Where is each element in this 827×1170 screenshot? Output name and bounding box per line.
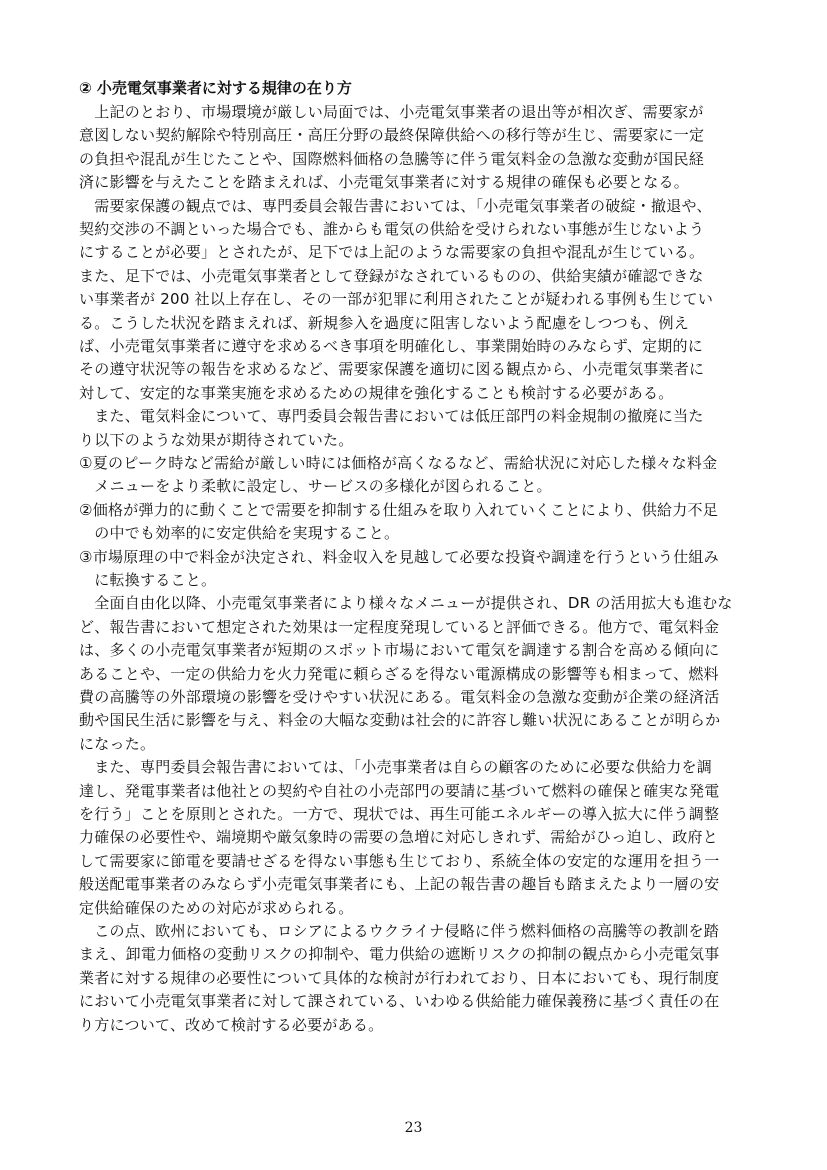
- text-line: を行う」ことを原則とされた。一方で、現状では、再生可能エネルギーの導入拡大に伴う調整: [79, 805, 720, 823]
- text-line: 達し、発電事業者は他社との契約や自社の小売部門の要請に基づいて燃料の確保と確実な発電: [79, 781, 720, 800]
- text-line: 意図しない契約解除や特別高圧・高圧分野の最終保障供給への移行等が生じ、需要家に一定: [79, 126, 705, 145]
- text-line: 需要家保護の観点では、専門委員会報告書においては、「小売電気事業者の破綻・撤退や、: [79, 196, 712, 215]
- text-line: ③市場原理の中で料金が決定され、料金収入を見越して必要な投資や調達を行うという仕組み: [79, 547, 719, 566]
- text-line: に転換すること。: [79, 571, 217, 589]
- text-line: る。こうした状況を踏まえれば、新規参入を過度に阻害しないよう配慮をしつつも、例え: [79, 313, 690, 332]
- text-line: 定供給確保のための対応が求められる。: [79, 898, 354, 917]
- text-line: り以下のような効果が期待されていた。: [79, 430, 354, 449]
- text-line: この点、欧州においても、ロシアによるウクライナ侵略に伴う燃料価格の高騰等の教訓を踏: [79, 922, 720, 940]
- text-line: 動や国民生活に影響を与え、料金の大幅な変動は社会的に許容し難い状況にあることが明らか: [79, 711, 721, 730]
- text-line: また、足下では、小売電気事業者として登録がなされているものの、供給実績が確認できな: [79, 266, 704, 285]
- text-line: 全面自由化以降、小売電気事業者により様々なメニューが提供され、DR の活用拡大も進むな: [79, 594, 733, 613]
- text-line: り方について、改めて検討する必要がある。: [79, 1015, 384, 1034]
- text-line: ど、報告書において想定された効果は一定程度発現していると評価できる。他方で、電気料金: [79, 617, 720, 636]
- text-line: 業者に対する規律の必要性について具体的な検討が行われており、日本においても、現行制度: [79, 968, 720, 987]
- text-line: その遵守状況等の報告を求めるなど、需要家保護を適切に図る観点から、小売電気事業者に: [79, 360, 705, 379]
- text-line: ②価格が弾力的に動くことで需要を抑制する仕組みを取り入れていくことにより、供給力不足: [79, 500, 718, 519]
- text-line: の負担や混乱が生じたことや、国際燃料価格の急騰等に伴う電気料金の急激な変動が国民経: [79, 149, 704, 168]
- text-line: まえ、卸電力価格の変動リスクの抑制や、電力供給の遮断リスクの抑制の観点から小売電気事: [79, 945, 720, 964]
- text-line: において小売電気事業者に対して課されている、いわゆる供給能力確保義務に基づく責任の在: [79, 992, 720, 1011]
- text-line: ば、小売電気事業者に遵守を求めるべき事項を明確化し、事業開始時のみならず、定期的に: [79, 337, 704, 355]
- text-line: 般送配電事業者のみならず小売電気事業者にも、上記の報告書の趣旨も踏まえたより一層の安: [79, 875, 720, 894]
- section-heading: ② 小売電気事業者に対する規律の在り方: [79, 79, 352, 97]
- text-line: メニューをより柔軟に設定し、サービスの多様化が図られること。: [79, 477, 552, 496]
- text-line: 費の高騰等の外部環境の影響を受けやすい状況にある。電気料金の急激な変動が企業の経済活: [79, 688, 720, 706]
- text-line: ①夏のピーク時など需給が厳しい時には価格が高くなるなど、需給状況に対応した様々な料金: [79, 454, 718, 472]
- text-line: 済に影響を与えたことを踏まえれば、小売電気事業者に対する規律の確保も必要となる。: [79, 173, 690, 192]
- text-line: あることや、一定の供給力を火力発電に頼らざるを得ない電源構成の影響等も相まって、燃料: [79, 664, 719, 683]
- text-line: 契約交渉の不調といった場合でも、誰からも電気の供給を受けられない事態が生じないよう: [79, 220, 705, 238]
- text-line: の中でも効率的に安定供給を実現すること。: [79, 524, 400, 543]
- text-line: 対して、安定的な事業実施を求めるための規律を強化することも検討する必要がある。: [79, 383, 674, 402]
- text-line: して需要家に節電を要請せざるを得ない事態も生じており、系統全体の安定的な運用を担う一: [79, 851, 720, 870]
- text-line: 上記のとおり、市場環境が厳しい局面では、小売電気事業者の退出等が相次ぎ、需要家が: [79, 103, 704, 121]
- text-line: 力確保の必要性や、端境期や厳気象時の需要の急増に対応しきれず、需給がひっ迫し、政府と: [79, 828, 719, 847]
- text-line: また、専門委員会報告書においては、「小売事業者は自らの顧客のために必要な供給力を調: [79, 758, 713, 777]
- text-line: になった。: [79, 734, 156, 753]
- page-number: 23: [404, 1120, 423, 1136]
- text-line: は、多くの小売電気事業者が短期のスポット市場において電気を調達する割合を高める傾向に: [79, 641, 720, 660]
- text-line: にすることが必要」とされたが、足下では上記のような需要家の負担や混乱が生じている。: [79, 243, 705, 262]
- text-line: また、電気料金について、専門委員会報告書においては低圧部門の料金規制の撤廃に当た: [79, 407, 704, 426]
- text-line: い事業者が 200 社以上存在し、その一部が犯罪に利用されたことが疑われる事例も生じてい: [79, 290, 714, 309]
